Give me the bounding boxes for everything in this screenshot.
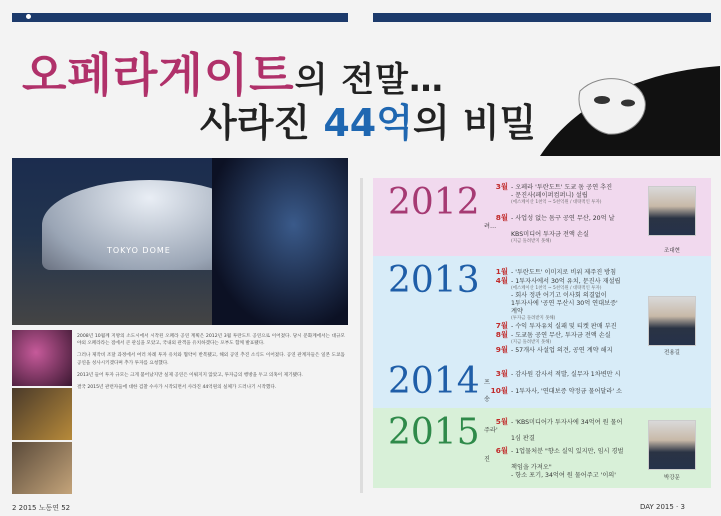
event-row: 4월 - 1투자사에서 30억 유치, 문진사 재설립 (에스케이산 1천억 ~ 5천억원 / 대략적인 투자)	[495, 276, 621, 291]
article-body	[77, 333, 345, 493]
chorus-photo	[12, 388, 72, 440]
event-row: 3월 - 감사원 감사서 적발, 실무자 1차변만 시프	[484, 369, 621, 386]
event-row: 9월 - 57개사 사설업 의견, 공연 계약 해지	[495, 345, 613, 354]
timeline-events-2014	[484, 370, 624, 404]
event-row: 1심 판결	[511, 435, 535, 442]
event-row: 1월 - '투란도트' 이미지로 비위 제주진 방침	[495, 267, 617, 276]
event-row: 6월 - 1업물처분 "향소 실익 있지만, 임시 경벌진	[484, 446, 624, 463]
person-name: 조대현	[664, 248, 680, 254]
performer-photo	[12, 330, 72, 386]
event-row: 10월 - 1투자사, '연대보증 약정금 물어달라' 소송	[484, 386, 623, 403]
headline-amount: 44억	[323, 101, 413, 145]
article-paragraph: 2008년 10월께 지방의 소도시에서 시작된 오페라 공연 계획은 2012년 3월 투란도트 공연으로 이어졌다. 당시 문화계에서는 대규모 야외 오페라라는 점에서 큰 관심을 모았고, 국내외 관객을 유치하겠다는 포부도 함께 발표됐다.	[77, 334, 345, 347]
person-name: 전용길	[664, 350, 680, 356]
event-row: 5월 - 'KBS미디어가 투자사에 34억여 원 물어주라'	[484, 417, 623, 434]
top-rule-left	[12, 13, 348, 22]
dome-sign: TOKYO DOME	[107, 246, 171, 255]
event-row: - 회사 정관 어기고 이사회 의결없이	[511, 292, 607, 299]
headline-line2-a: 사라진	[200, 101, 324, 145]
headline-line2-c: 의 비밀	[412, 101, 537, 145]
event-row: 8월 - 사업성 없는 돔구 공연 무산, 20억 날려…	[484, 213, 615, 230]
event-row: - 항소 포기, 34억여 원 물어주고 '이의'	[511, 472, 616, 479]
avatar	[648, 420, 696, 470]
opera-mask-illustration	[520, 56, 720, 156]
article-paragraph: 그러나 제작비 조달 과정에서 여러 차례 투자 유치와 협약이 반복됐고, 해외 공연 추진 소식도 이어졌다. 공연 관계자들은 일본 도쿄돔 공연을 성사시키겠다며 추가 투자를 요청했다.	[77, 353, 345, 366]
avatar	[648, 186, 696, 236]
event-row: KBS미디어 투자금 전액 손실 (지금 돌려받지 못해)	[511, 231, 589, 244]
page-footer-left: 2 2015 노동연 52	[12, 504, 71, 512]
event-row: 1투자사에 '공연 무산시 30억 연대보증' 계약 (투자금 돌려받지 못해)	[511, 300, 618, 321]
timeline-divider	[360, 178, 363, 493]
year-label-2012: 2012	[388, 182, 480, 223]
timeline-events-2012	[484, 183, 624, 245]
bullet-dot	[26, 14, 31, 19]
headline-suffix: 의 전말…	[294, 60, 444, 100]
event-row: 책임을 가져오"	[511, 464, 552, 471]
person-name: 박강문	[664, 475, 680, 481]
event-row: 3월 - 오페라 '투란도트' 도쿄 돔 공연 추진	[495, 182, 613, 191]
article-paragraph: 결국 2015년 관련자들에 대한 검찰 수사가 시작되면서 사라진 44억원의 실체가 드러나기 시작했다.	[77, 385, 277, 391]
stage-performance-photo	[212, 158, 348, 325]
headline-keyword: 오페라게이트	[22, 48, 295, 102]
ensemble-photo	[12, 442, 72, 494]
headline-line2	[200, 101, 537, 145]
headline-line1	[22, 48, 444, 102]
year-label-2013: 2013	[388, 260, 480, 301]
article-paragraph: 2013년 들어 투자 규모는 크게 불어났지만 실제 공연은 이뤄지지 않았고, 투자금의 행방을 두고 의혹이 제기됐다.	[77, 372, 303, 378]
timeline-events-2013	[484, 268, 624, 355]
timeline-events-2015	[484, 418, 624, 480]
event-row: - 문진사(페이퍼컴퍼니) 설립 (에스케이산 1천억 ~ 5천억원 / 대략적인 투자)	[511, 192, 602, 205]
top-rule-right	[373, 13, 711, 22]
year-label-2015: 2015	[388, 412, 480, 453]
event-row: 8월 - 도쿄돔 공연 무산, 투자금 전액 손실 (지금 돌려받지 못해)	[495, 330, 611, 345]
year-label-2014: 2014	[388, 361, 480, 402]
avatar	[648, 296, 696, 346]
page-footer-right: DAY 2015 · 3	[640, 503, 685, 511]
event-row: 7월 - 수익 투자유치 실패 및 티켓 판매 부진	[495, 321, 617, 330]
